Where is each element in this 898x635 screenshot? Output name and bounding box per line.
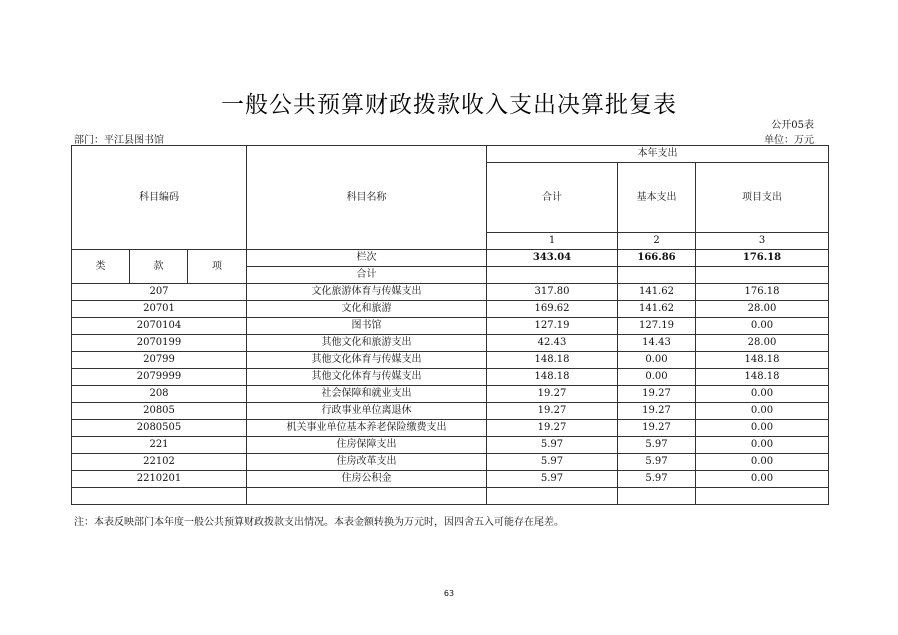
subject-code: 2210201: [72, 471, 247, 488]
total-value: 5.97: [487, 437, 618, 454]
subject-code: 2080505: [72, 420, 247, 437]
subject-code: 2079999: [72, 369, 247, 386]
project-value: 0.00: [696, 420, 829, 437]
project-value: 0.00: [696, 437, 829, 454]
subject-code: 207: [72, 284, 247, 301]
subject-name: 图书馆: [247, 318, 487, 335]
project-value: 0.00: [696, 471, 829, 488]
form-code: 公开05表: [771, 120, 814, 131]
total-value: 127.19: [487, 318, 618, 335]
header-project-expense: 项目支出: [696, 163, 829, 233]
subject-name: 住房保障支出: [247, 437, 487, 454]
project-value: 0.00: [696, 403, 829, 420]
column-index-2: 2: [618, 233, 696, 250]
basic-value: 19.27: [618, 386, 696, 403]
header-item: 项: [188, 250, 247, 284]
total-value: 19.27: [487, 403, 618, 420]
project-value: 0.00: [696, 386, 829, 403]
header-total: 合计: [487, 163, 618, 233]
project-value: 28.00: [696, 301, 829, 318]
header-basic-expense: 基本支出: [618, 163, 696, 233]
project-value: 148.18: [696, 352, 829, 369]
basic-value: 0.00: [618, 369, 696, 386]
subject-name: 住房公积金: [247, 471, 487, 488]
project-value: 176.18: [696, 284, 829, 301]
header-column-index: 栏次: [247, 250, 487, 267]
subject-code: 20701: [72, 301, 247, 318]
header-section: 款: [130, 250, 188, 284]
column-index-1: 1: [487, 233, 618, 250]
table-row: [72, 369, 829, 386]
project-value: 0.00: [696, 318, 829, 335]
total-value: 19.27: [487, 420, 618, 437]
subject-code: 20805: [72, 403, 247, 420]
basic-value: 127.19: [618, 318, 696, 335]
project-value: 28.00: [696, 335, 829, 352]
total-value: 19.27: [487, 386, 618, 403]
header-class: 类: [72, 250, 130, 284]
table-row: [72, 403, 829, 420]
subject-name: 其他文化体育与传媒支出: [247, 352, 487, 369]
basic-value: 5.97: [618, 454, 696, 471]
basic-value: 5.97: [618, 437, 696, 454]
page-title: 一般公共预算财政拨款收入支出决算批复表: [221, 92, 677, 118]
subject-code: 221: [72, 437, 247, 454]
subject-code: 20799: [72, 352, 247, 369]
table-row: [72, 454, 829, 471]
total-value: 5.97: [487, 471, 618, 488]
table-row: [72, 301, 829, 318]
subject-code: 22102: [72, 454, 247, 471]
basic-value: 141.62: [618, 301, 696, 318]
total-value: 169.62: [487, 301, 618, 318]
column-index-3: 3: [696, 233, 829, 250]
table-row: [72, 318, 829, 335]
footnote: 注：本表反映部门本年度一般公共预算财政拨款支出情况。本表金额转换为万元时，因四舍五入可能存在尾差。: [74, 517, 564, 528]
total-value: 42.43: [487, 335, 618, 352]
basic-value: 141.62: [618, 284, 696, 301]
total-value: 5.97: [487, 454, 618, 471]
subject-code: 2070199: [72, 335, 247, 352]
page-number: 63: [443, 589, 455, 598]
basic-value: 19.27: [618, 403, 696, 420]
table-row: [72, 352, 829, 369]
project-value: 0.00: [696, 454, 829, 471]
table-row: [72, 335, 829, 352]
subject-name: 文化旅游体育与传媒支出: [247, 284, 487, 301]
subject-name: 文化和旅游: [247, 301, 487, 318]
empty-row: [72, 488, 829, 505]
basic-value: 19.27: [618, 420, 696, 437]
basic-value: 0.00: [618, 352, 696, 369]
table-row: [72, 437, 829, 454]
table-row: [72, 284, 829, 301]
header-subject-code: 科目编码: [72, 146, 247, 250]
table-row: [72, 386, 829, 403]
total-row-basic: 166.86: [618, 250, 696, 267]
total-row-label: 合计: [247, 267, 487, 284]
subject-code: 208: [72, 386, 247, 403]
subject-name: 社会保障和就业支出: [247, 386, 487, 403]
total-value: 317.80: [487, 284, 618, 301]
total-value: 148.18: [487, 352, 618, 369]
subject-name: 行政事业单位离退休: [247, 403, 487, 420]
header-subject-name: 科目名称: [247, 146, 487, 250]
table-row: [72, 420, 829, 437]
subject-name: 其他文化和旅游支出: [247, 335, 487, 352]
header-current-year-expense: 本年支出: [487, 146, 829, 163]
basic-value: 14.43: [618, 335, 696, 352]
total-value: 148.18: [487, 369, 618, 386]
subject-code: 2070104: [72, 318, 247, 335]
unit-label: 单位：万元: [764, 135, 814, 146]
total-row-total: 343.04: [487, 250, 618, 267]
department-label: 部门：平江县图书馆: [74, 135, 164, 146]
subject-name: 住房改革支出: [247, 454, 487, 471]
subject-name: 机关事业单位基本养老保险缴费支出: [247, 420, 487, 437]
subject-name: 其他文化体育与传媒支出: [247, 369, 487, 386]
total-row-project: 176.18: [696, 250, 829, 267]
basic-value: 5.97: [618, 471, 696, 488]
project-value: 148.18: [696, 369, 829, 386]
budget-table: [71, 145, 829, 505]
table-row: [72, 471, 829, 488]
